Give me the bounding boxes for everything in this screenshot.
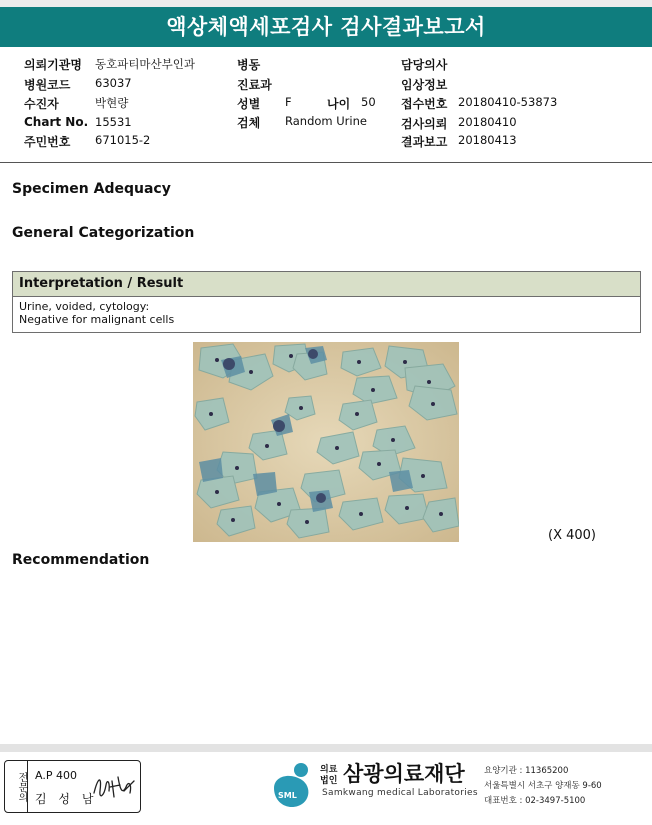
org-tag-line-2: 법인 [320,776,338,786]
request-date-value: 20180410 [458,115,517,129]
hospital-code-value: 63037 [95,76,132,90]
collector-label: 수진자 [24,97,59,111]
top-rule [0,0,652,7]
specialist-tag: 전문의 [5,761,28,812]
pathologist-name: 김 성 남 [35,792,98,806]
specimen-value: Random Urine [285,114,367,128]
request-date-label: 검사의뢰 [401,117,448,131]
result-box [12,271,641,333]
sex-label: 성별 [237,97,261,111]
chart-no-label: Chart No. [24,115,89,129]
specimen-label: 검체 [237,116,261,130]
resident-no-value: 671015-2 [95,133,151,147]
result-header: Interpretation / Result [13,272,640,297]
recommendation-heading: Recommendation [12,552,150,568]
ward-label: 병동 [237,58,261,72]
doctor-label: 담당의사 [401,58,448,72]
license-number: A.P 400 [35,769,77,782]
sml-logo-text: SML [278,791,297,800]
organization-name: 삼광의료재단 [343,762,465,786]
age-value: 50 [361,95,376,109]
receipt-no-value: 20180410-53873 [458,95,558,109]
receipt-no-label: 접수번호 [401,97,448,111]
handwritten-signature [90,769,136,805]
general-categorization-heading: General Categorization [12,225,195,241]
chart-no-value: 15531 [95,115,132,129]
institution-value: 동호파티마산부인과 [95,57,195,71]
org-legal-tag [320,765,337,787]
institution-label: 의뢰기관명 [24,58,82,72]
result-line-2: Negative for malignant cells [19,313,175,326]
institution-code: 요양기관 : 11365200 [484,766,569,776]
clinical-info-label: 임상정보 [401,78,448,92]
magnification-label: (X 400) [548,528,596,543]
main-phone: 대표번호 : 02-3497-5100 [484,796,586,806]
organization-contact [484,764,602,809]
pathologist-signature-box [4,760,141,813]
organization-address: 서울특별시 서초구 양재동 9-60 [484,781,602,791]
cytology-micrograph [193,342,459,542]
footer-rule [0,744,652,752]
sex-value: F [285,95,292,109]
info-divider [0,162,652,163]
hospital-code-label: 병원코드 [24,78,71,92]
collector-value: 박현량 [95,96,129,110]
patient-info [0,50,652,162]
report-date-label: 결과보고 [401,135,448,149]
specimen-adequacy-heading: Specimen Adequacy [12,181,171,197]
dept-label: 진료과 [237,78,272,92]
org-tag-line-1: 의료 [320,765,338,775]
resident-no-label: 주민번호 [24,135,71,149]
result-line-1: Urine, voided, cytology: [19,300,150,313]
result-body [13,297,640,326]
sml-logo-icon [268,758,320,812]
report-title: 액상체액세포검사 검사결과보고서 [0,7,652,47]
age-label: 나이 [327,97,351,111]
organization-english-name: Samkwang medical Laboratories [322,788,478,798]
report-date-value: 20180413 [458,133,517,147]
